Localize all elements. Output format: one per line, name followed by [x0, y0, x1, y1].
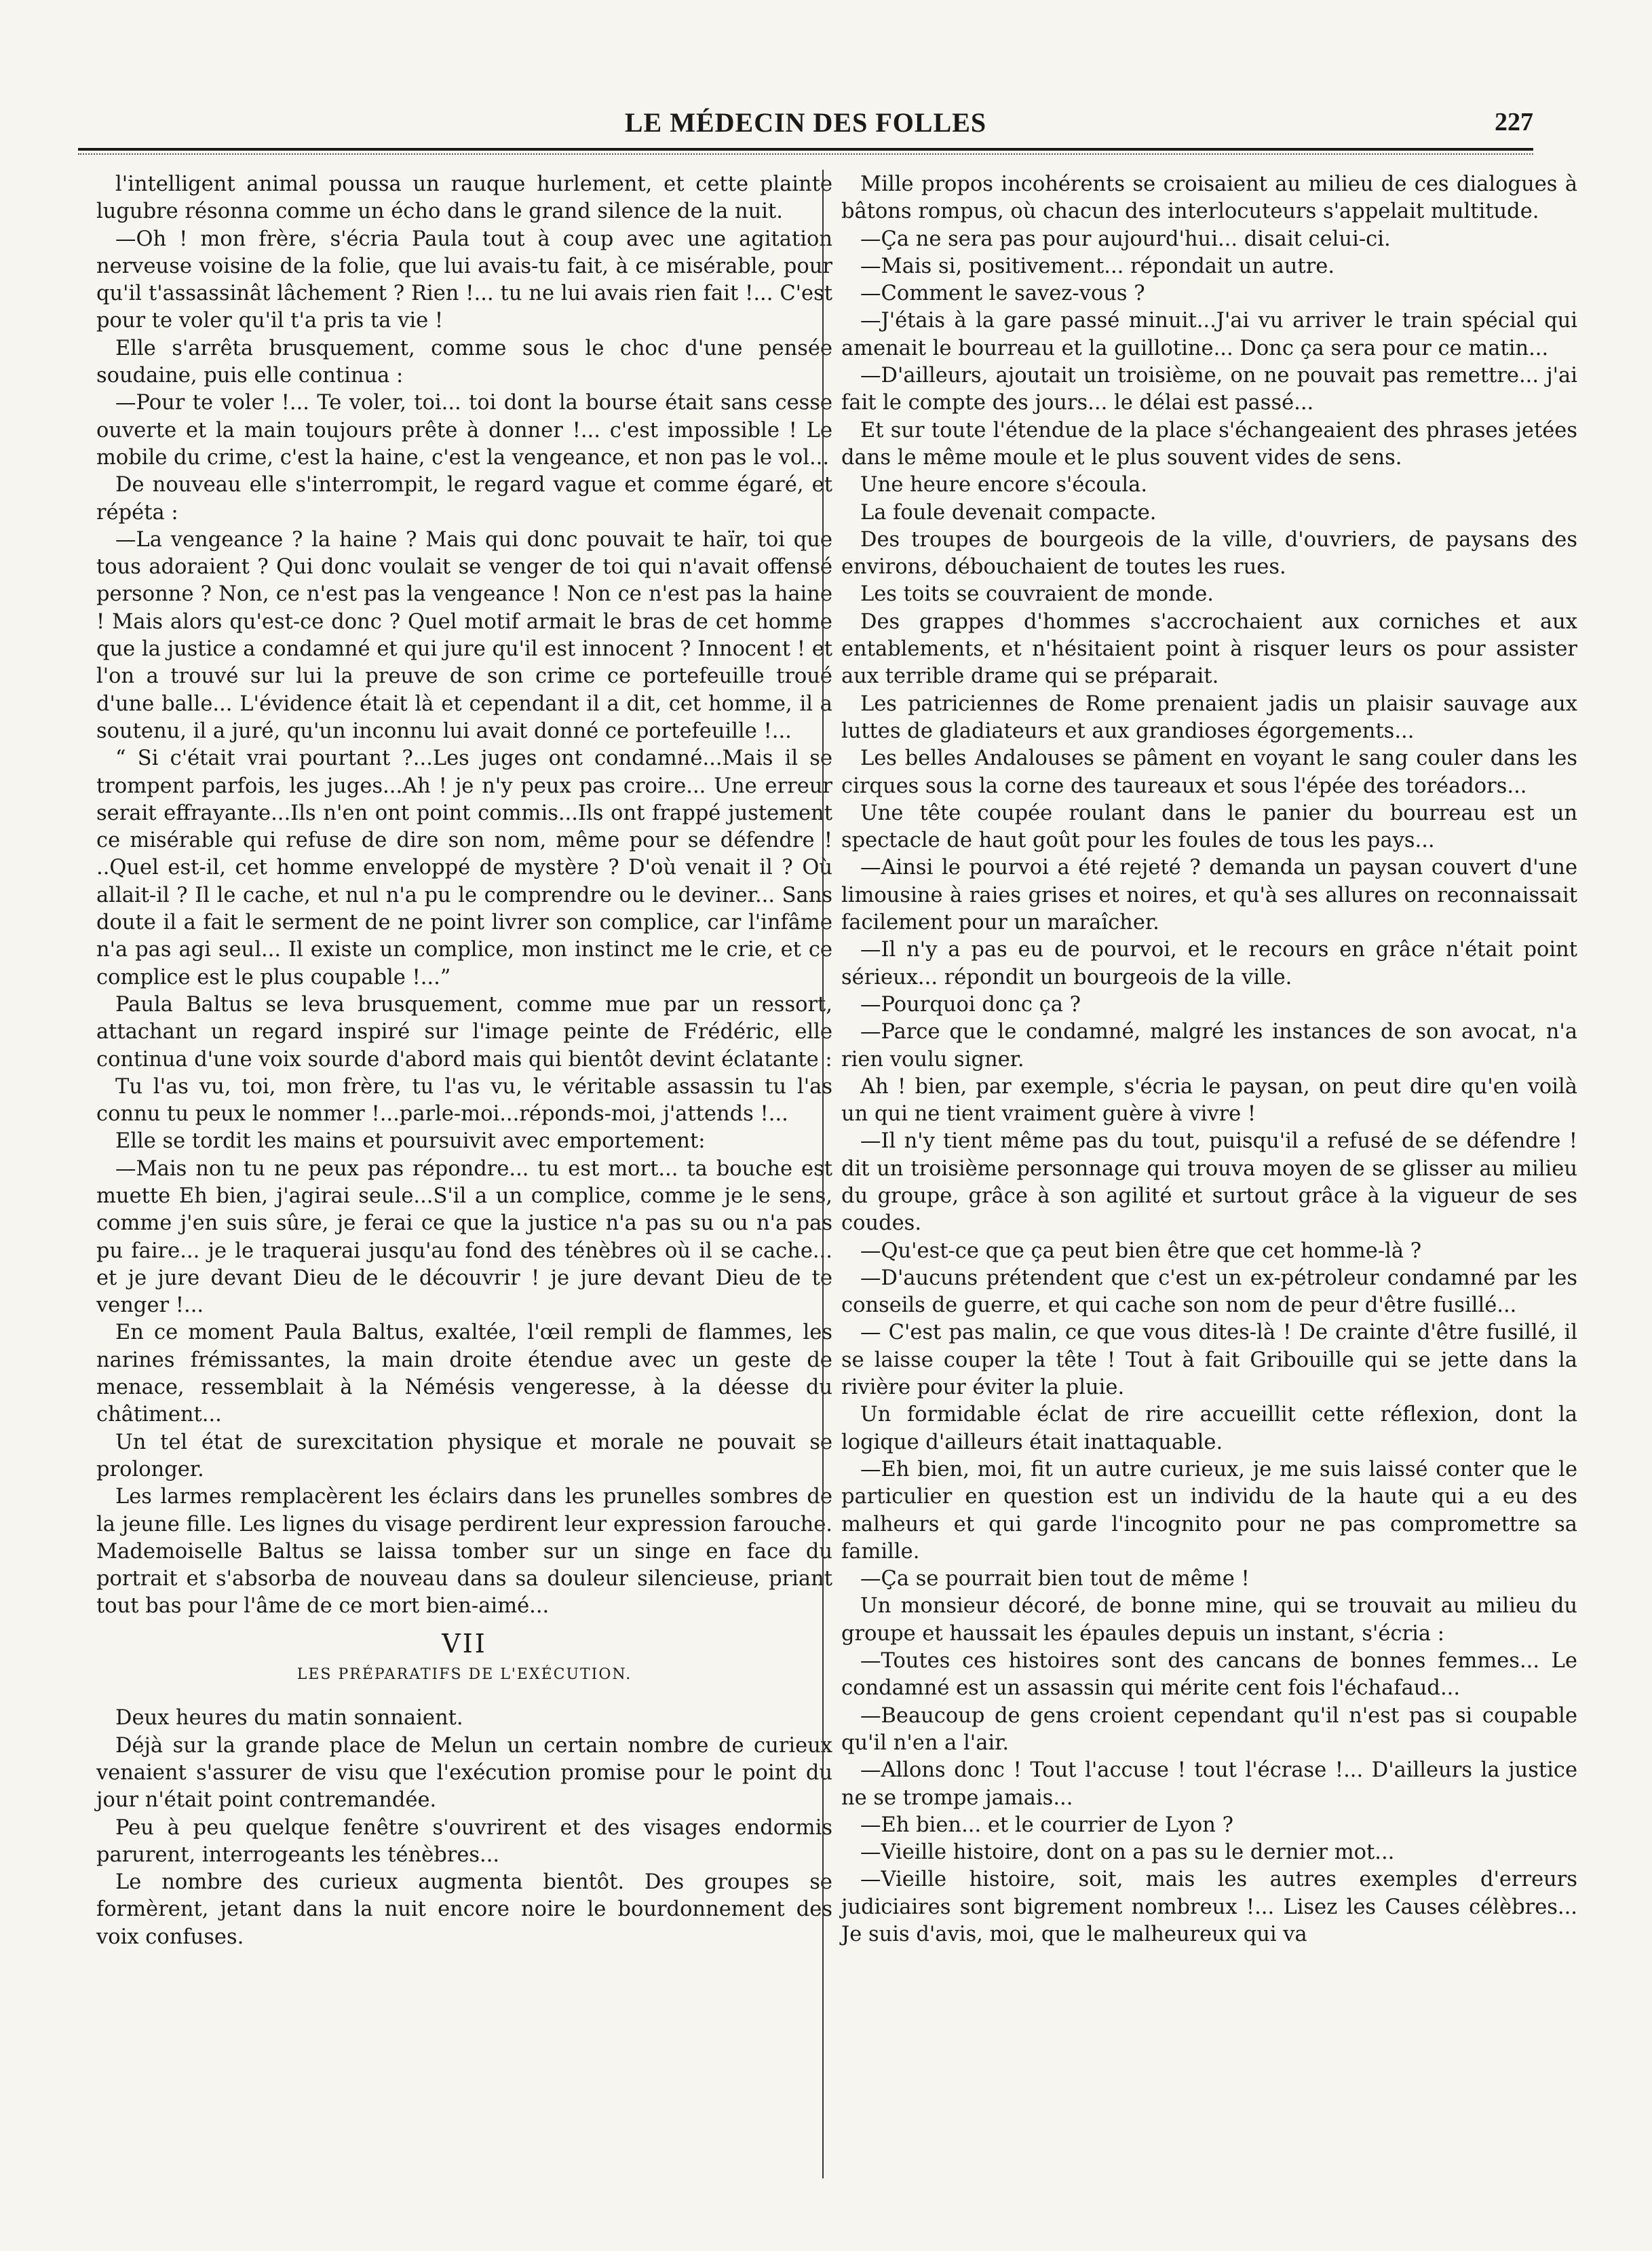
paragraph: —Pourquoi donc ça ?	[860, 992, 1081, 1017]
paragraph: —Il n'y a pas eu de pourvoi, et le recours en grâce n'était point sérieux... répondit un bourgeois de la ville.	[841, 938, 1577, 989]
paragraph: Les patriciennes de Rome prenaient jadis un plaisir sauvage aux luttes de gladiateurs et aux grandioses égorgements...	[841, 692, 1577, 743]
column-divider	[822, 170, 824, 2178]
paragraph: — C'est pas malin, ce que vous dites-là ! De crainte d'être fusillé, il se laisse couper la tête ! Tout à fait Gribouille qui se jette dans la rivière pour éviter la pluie.	[841, 1321, 1577, 1400]
header-rule	[78, 148, 1533, 151]
paragraph: —Il n'y tient même pas du tout, puisqu'il a refusé de se défendre ! dit un troisième personnage qui trouva moyen de se glisser au milieu du groupe, grâce à son agilité et surtout grâce à la vigueur de ses coudes.	[841, 1129, 1577, 1236]
paragraph: En ce moment Paula Baltus, exaltée, l'œil rempli de flammes, les narines frémissantes, la main droite étendue avec un geste de menace, ressemblait à la Némésis vengeresse, à la déesse du châtiment...	[96, 1321, 832, 1427]
paragraph: Ah ! bien, par exemple, s'écria le paysan, on peut dire qu'en voilà un qui ne tient vraiment guère à vivre !	[841, 1074, 1577, 1127]
paragraph: Mille propos incohérents se croisaient au milieu de ces dialogues à bâtons rompus, où chacun des interlocuteurs s'appelait multitude.	[841, 172, 1577, 224]
paragraph: Un monsieur décoré, de bonne mine, qui se trouvait au milieu du groupe et haussait les épaules depuis un instant, s'écria :	[841, 1594, 1577, 1646]
paragraph: “ Si c'était vrai pourtant ?...Les juges ont condamné...Mais il se trompent parfois, les juges...Ah ! je n'y peux pas croire... Une erreur serait effrayante...Ils n'en ont point commis...Ils ont frappé justement ce misérable qui refuse de dire son nom, même pour se défendre ! ..Quel est-il, cet homme enveloppé de mystère ? D'où venait il ? Où allait-il ? Il le cache, et nul n'a pu le comprendre ou le deviner... Sans doute il a fait le serment de ne point livrer son complice, car l'infâme n'a pas agi seul... Il existe un complice, mon instinct me le crie, et ce complice est le plus coupable !...”	[96, 746, 832, 989]
running-title: LE MÉDECIN DES FOLLES	[624, 107, 987, 138]
page-header	[78, 102, 1533, 143]
paragraph: —Mais non tu ne peux pas répondre... tu est mort... ta bouche est muette Eh bien, j'agirai seule...S'il a un complice, comme je le sens, comme j'en suis sûre, je ferai ce que la justice n'a pas su ou n'a pas pu faire... je le traquerai jusqu'au fond des ténèbres où il se cache... et je jure devant Dieu de le découvrir ! je jure devant Dieu de te venger !...	[96, 1156, 832, 1318]
paragraph: —Eh bien... et le courrier de Lyon ?	[860, 1813, 1233, 1837]
paragraph: Deux heures du matin sonnaient.	[115, 1706, 463, 1730]
paragraph: —Ça se pourrait bien tout de même !	[860, 1567, 1250, 1591]
paragraph: —Oh ! mon frère, s'écria Paula tout à coup avec une agitation nerveuse voisine de la folie, que lui avais-tu fait, à ce misérable, pour qu'il t'assassinât lâchement ? Rien !... tu ne lui avais rien fait !... C'est pour te voler qu'il t'a pris ta vie !	[96, 227, 832, 333]
paragraph: Une heure encore s'écoula.	[860, 473, 1148, 497]
paragraph: —D'ailleurs, ajoutait un troisième, on ne pouvait pas remettre... j'ai fait le compte des jours... le délai est passé...	[841, 364, 1577, 415]
right-column	[841, 171, 1577, 1948]
paragraph: —Allons donc ! Tout l'accuse ! tout l'écrase !... D'ailleurs la justice ne se trompe jamais...	[841, 1758, 1577, 1810]
paragraph: Des grappes d'hommes s'accrochaient aux corniches et aux entablements, et n'hésitaient point à risquer leurs os pour assister aux terrible drame qui se préparait.	[841, 609, 1577, 689]
paragraph: —Pour te voler !... Te voler, toi... toi dont la bourse était sans cesse ouverte et la main toujours prête à donner !... c'est impossible ! Le mobile du crime, c'est la haine, c'est la vengeance, et non pas le vol...	[96, 391, 832, 470]
paragraph: Paula Baltus se leva brusquement, comme mue par un ressort, attachant un regard inspiré sur l'image peinte de Frédéric, elle continua d'une voix sourde d'abord mais qui bientôt devint éclatante :	[96, 992, 832, 1072]
paragraph: Les belles Andalouses se pâment en voyant le sang couler dans les cirques sous la corne des taureaux et sous l'épée des toréadors...	[841, 746, 1577, 798]
paragraph: Des troupes de bourgeois de la ville, d'ouvriers, de paysans des environs, débouchaient de toutes les rues.	[841, 527, 1577, 580]
header-rule-dotted	[78, 153, 1533, 155]
paragraph: Et sur toute l'étendue de la place s'échangeaient des phrases jetées dans le même moule et le plus souvent vides de sens.	[841, 418, 1577, 470]
paragraph: Un formidable éclat de rire accueillit cette réflexion, dont la logique d'ailleurs était inattaquable.	[841, 1403, 1577, 1454]
paragraph: Elle s'arrêta brusquement, comme sous le choc d'une pensée soudaine, puis elle continua :	[96, 336, 832, 388]
paragraph: —Comment le savez-vous ?	[860, 282, 1145, 306]
paragraph: La foule devenait compacte.	[860, 500, 1157, 525]
paragraph: Tu l'as vu, toi, mon frère, tu l'as vu, le véritable assassin tu l'as connu tu peux le nommer !...parle-moi...réponds-moi, j'attends !...	[96, 1074, 832, 1127]
page-number: 227	[1495, 108, 1533, 136]
paragraph: —Ça ne sera pas pour aujourd'hui... disait celui-ci.	[860, 227, 1391, 251]
paragraph: De nouveau elle s'interrompit, le regard vague et comme égaré, et répéta :	[96, 473, 832, 525]
paragraph: —J'étais à la gare passé minuit...J'ai vu arriver le train spécial qui amenait le bourreau et la guillotine... Donc ça sera pour ce matin...	[841, 309, 1577, 360]
paragraph: —Toutes ces histoires sont des cancans de bonnes femmes... Le condamné est un assassin qui mérite cent fois l'échafaud...	[841, 1649, 1577, 1701]
paragraph: —D'aucuns prétendent que c'est un ex-pétroleur condamné par les conseils de guerre, et qui cache son nom de peur d'être fusillé...	[841, 1266, 1577, 1318]
paragraph: Déjà sur la grande place de Melun un certain nombre de curieux venaient s'assurer de visu que l'exécution promise pour le point du jour n'était point contremandée.	[96, 1733, 832, 1813]
paragraph: Une tête coupée roulant dans le panier du bourreau est un spectacle de haut goût pour les foules de tous les pays...	[841, 801, 1577, 853]
paragraph: —La vengeance ? la haine ? Mais qui donc pouvait te haïr, toi que tous adoraient ? Qui donc voulait se venger de toi qui n'avait offensé personne ? Non, ce n'est pas la vengeance ! Non ce n'est pas la haine ! Mais alors qu'est-ce donc ? Quel motif armait le bras de cet homme que la justice a condamné et qui jure qu'il est innocent ? Innocent ! et l'on a trouvé sur lui la preuve de son crime ce portefeuille troué d'une balle... L'évidence était là et cependant il a dit, cet homme, il a soutenu, il a juré, qu'un inconnu lui avait donné ce portefeuille !...	[96, 527, 832, 743]
paragraph: Les larmes remplacèrent les éclairs dans les prunelles sombres de la jeune fille. Les lignes du visage perdirent leur expression farouche. Mademoiselle Baltus se laissa tomber sur un singe en face du portrait et s'absorba de nouveau dans sa douleur silencieuse, priant tout bas pour l'âme de ce mort bien-aimé...	[96, 1485, 832, 1619]
paragraph: —Qu'est-ce que ça peut bien être que cet homme-là ?	[860, 1238, 1422, 1263]
paragraph: —Vieille histoire, soit, mais les autres exemples d'erreurs judiciaires sont bigrement nombreux !... Lisez les Causes célèbres... Je suis d'avis, moi, que le malheureux qui va	[841, 1868, 1577, 1946]
paragraph: Elle se tordit les mains et poursuivit avec emportement:	[115, 1129, 706, 1154]
paragraph: Peu à peu quelque fenêtre s'ouvrirent et des visages endormis parurent, interrogeants les ténèbres...	[96, 1815, 832, 1867]
paragraph: —Beaucoup de gens croient cependant qu'il n'est pas si coupable qu'il n'en a l'air.	[841, 1703, 1577, 1755]
paragraph: —Mais si, positivement... répondait un autre.	[860, 254, 1335, 278]
paragraph: l'intelligent animal poussa un rauque hurlement, et cette plainte lugubre résonna comme un écho dans le grand silence de la nuit.	[96, 172, 832, 224]
paragraph: —Ainsi le pourvoi a été rejeté ? demanda un paysan couvert d'une limousine à raies grises et noires, et qu'à ses allures on reconnaissait facilement pour un maraîcher.	[841, 856, 1577, 935]
chapter-title: LES PRÉPARATIFS DE L'EXÉCUTION.	[296, 1666, 632, 1684]
paragraph: Un tel état de surexcitation physique et morale ne pouvait se prolonger.	[96, 1430, 832, 1481]
paragraph: —Eh bien, moi, fit un autre curieux, je me suis laissé conter que le particulier en question est un individu de la haute qui a eu des malheurs et qui garde l'incognito pour ne pas compromettre sa famille.	[841, 1457, 1577, 1564]
paragraph: Le nombre des curieux augmenta bientôt. Des groupes se formèrent, jetant dans la nuit encore noire le bourdonnement des voix confuses.	[96, 1870, 832, 1949]
paragraph: —Vieille histoire, dont on a pas su le dernier mot...	[860, 1840, 1395, 1865]
paragraph: Les toits se couvraient de monde.	[860, 582, 1214, 607]
left-column	[96, 171, 832, 1951]
chapter-number: VII	[442, 1628, 487, 1659]
paragraph: —Parce que le condamné, malgré les instances de son avocat, n'a rien voulu signer.	[841, 1020, 1577, 1072]
